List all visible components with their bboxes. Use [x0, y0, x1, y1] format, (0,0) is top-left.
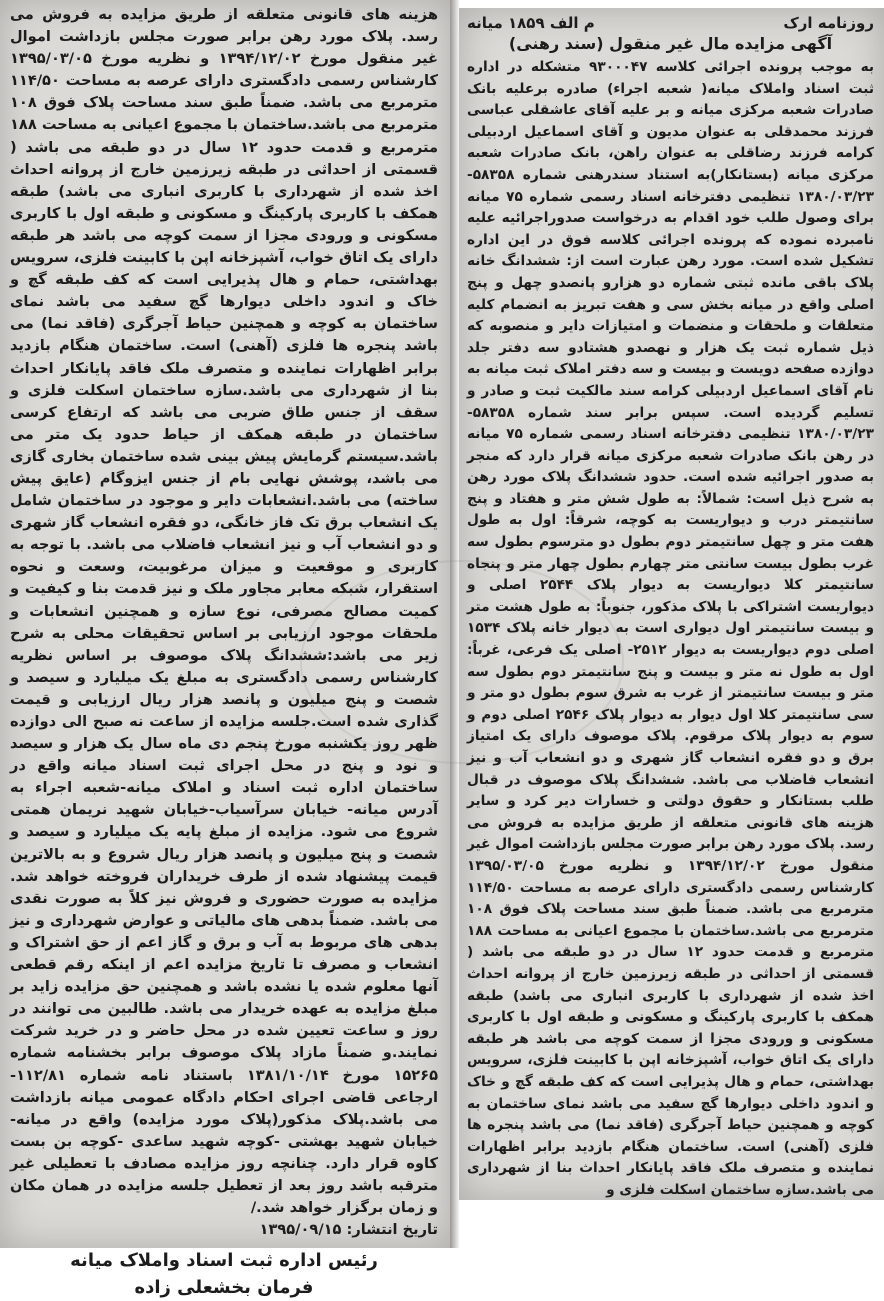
signature-title: رئیس اداره ثبت اسناد واملاک میانه — [70, 1250, 378, 1272]
signature-block — [10, 1247, 438, 1301]
auction-notice-body: به موجب پرونده اجرائی کلاسه ۹۳۰۰۰۴۷ متشکله در اداره ثبت اسناد واملاک میانه( شعبه اجراء) صادره برعلیه بانک صادرات شعبه مرکزی میانه و بر علیه آقای عاشقلی عباسی فرزند محمدقلی به عنوان مدیون و آقای اسماعیل اردبیلی کرامه فرزند رضاقلی به عنوان راهن، بانک صادرات شعبه مرکزی میانه (بستانکار)به استناد سندرهنی شماره ۵۸۳۵۸- ۱۳۸۰/۰۳/۲۳ تنظیمی دفترخانه اسناد رسمی شماره ۷۵ میانه برای وصول طلب خود اقدام به درخواست صدوراجرائیه علیه نامبرده نموده که پرونده اجرائی کلاسه فوق در این اداره تشکیل شده است. مورد رهن عبارت است از: ششدانگ خانه پلاک باقی مانده ثبتی شماره دو هزارو پانصدو چهل و پنج اصلی واقع در میانه بخش سی و هفت تبریز به انضمام کلیه متعلقات و ملحقات و منضمات و امتیازات دایر و منصوبه که ذیل شماره ثبت یک هزار و نهصدو هشتادو سه دفتر جلد دوازده صفحه دویست و بیست و سه دفتر املاک ثبت میانه به نام آقای اسماعیل اردبیلی کرامه سند مالکیت ثبت و صادر و تسلیم گردیده است. سپس برابر سند شماره ۵۸۳۵۸- ۱۳۸۰/۰۳/۲۳ تنظیمی دفترخانه اسناد رسمی شماره ۷۵ میانه در رهن بانک صادرات شعبه مرکزی میانه قرار دارد که منجر به صدور اجرائیه شده است. حدود ششدانگ پلاک مورد رهن به شرح ذیل است: شمالاً: به طول شش متر و هفتاد و پنج سانتیمتر درب و دیواریست به کوچه، شرقاً: اول به طول هفت متر و چهل سانتیمتر دوم بطول دو مترسوم بطول سه غرب بطول بیست سانتی متر چهارم بطول چهار متر و پنجاه سانتیمتر کلا دیواریست به دیوار پلاک ۲۵۴۴ اصلی و دیواریست اشتراکی با پلاک مذکور، جنوباً: به طول هشت متر و بیست سانتیمتر اول دیواری است به دیوار خانه پلاک ۱۵۳۴ اصلی دوم دیواریست به دیوار ۲۵۱۲- اصلی یک فرعی، غرباً: اول به طول نه متر و بیست و پنج سانتیمتر دوم بطول سه متر و بیست سانتیمتر از غرب به شرق سوم بطول دو متر و سی سانتیمتر کلا اول دیوار به دیوار پلاک ۲۵۴۶ اصلی دوم و سوم به دیوار پلاک مرقوم. پلاک موصوف دارای یک امتیاز برق و دو فقره انشعاب گاز شهری و دو انشعاب آب و نیز انشعاب فاضلاب می باشد. ششدانگ پلاک موصوف در قبال طلب بستانکار و حقوق دولتی و خسارات دیر کرد و سایر هزینه های قانونی متعلقه از طریق مزایده به فروش می رسد. پلاک مورد رهن برابر صورت مجلس بازداشت اموال غیر منقول مورخ ۱۳۹۴/۱۲/۰۲ و نظریه مورخ ۱۳۹۵/۰۳/۰۵ کارشناس رسمی دادگستری دارای عرصه به مساحت ۱۱۴/۵۰ مترمربع می باشد. ضمناً طبق سند مساحت پلاک فوق ۱۰۸ مترمربع می باشد.ساختمان با مجموع اعیانی به مساحت ۱۸۸ مترمربع و قدمت حدود ۱۲ سال در دو طبقه می باشد ( قسمتی از احداثی در طبقه زیرزمین خارج از پروانه احداث اخذ شده از شهرداری با کاربری انباری می باشد) طبقه همکف با کاربری پارکینگ و مسکونی و طبقه اول با کاربری مسکونی و ورودی مجزا از سمت کوچه می باشد هر طبقه دارای یک اتاق خواب، آشپزخانه اپن با کابینت فلزی، سرویس بهداشتی، حمام و هال پذیرایی است که کف طبقه گچ و خاک و اندود داخلی دیوارها گچ سفید می باشد نمای ساختمان به کوچه و همچنین حیاط آجرگری (فاقد نما) می باشد پنجره ها فلزی (آهنی) است. ساختمان هنگام بازدید برابر اظهارات نماینده و متصرف ملک فاقد پایانکار احداث بنا از شهرداری می باشد.سازه ساختمان اسکلت فلزی و — [467, 59, 875, 1198]
page-fold-shadow — [450, 0, 459, 1248]
notice-code: م الف ۱۸۵۹ میانه — [467, 14, 595, 32]
newspaper-name: روزنامه ارک — [783, 14, 874, 32]
publish-date: تاریخ انتشار: ۱۳۹۵/۰۹/۱۵ — [259, 1221, 438, 1239]
masthead — [467, 14, 874, 32]
auction-notice-continuation: هزینه های قانونی متعلقه از طریق مزایده به فروش می رسد. پلاک مورد رهن برابر صورت مجلس بازداشت اموال غیر منقول مورخ ۱۳۹۴/۱۲/۰۲ و نظریه مورخ ۱۳۹۵/۰۳/۰۵ کارشناس رسمی دادگستری دارای عرصه به مساحت ۱۱۴/۵۰ مترمربع می باشد. ضمناً طبق سند مساحت پلاک فوق ۱۰۸ مترمربع می باشد.ساختمان با مجموع اعیانی به مساحت ۱۸۸ مترمربع و قدمت حدود ۱۲ سال در دو طبقه می باشد ( قسمتی از احداثی در طبقه زیرزمین خارج از پروانه احداث اخذ شده از شهرداری با کاربری انباری می باشد) طبقه همکف با کاربری پارکینگ و مسکونی و طبقه اول با کاربری مسکونی و ورودی مجزا از سمت کوچه می باشد هر طبقه دارای یک اتاق خواب، آشپزخانه اپن با کابینت فلزی، سرویس بهداشتی، حمام و هال پذیرایی است که کف طبقه گچ و خاک و اندود داخلی دیوارها گچ سفید می باشد نمای ساختمان به کوچه و همچنین حیاط آجرگری (فاقد نما) می باشد پنجره ها فلزی (آهنی) است. ساختمان هنگام بازدید برابر اظهارات نماینده و متصرف ملک فاقد پایانکار احداث بنا از شهرداری می باشد.سازه ساختمان اسکلت فلزی و سقف از جنس طاق ضربی می باشد که ارتفاع کرسی ساختمان در طبقه همکف از حیاط حدود یک متر می باشد.سیستم گرمایش پیش بینی شده ساختمان بخاری گازی می باشد، پوشش نهایی بام از جنس ایزوگام (عایق پیش ساخته) می باشد.انشعابات دایر و موجود در ساختمان شامل یک انشعاب برق تک فاز خانگی، دو فقره انشعاب گاز شهری و دو انشعاب آب و نیز انشعاب فاضلاب می باشد. با توجه به کاربری و موقعیت و میزان مرغوبیت، وسعت و نحوه استقرار، شبکه معابر مجاور ملک و نیز قدمت بنا و کیفیت و کمیت مصالح مصرفی، نوع سازه و همچنین انشعابات و ملحقات موجود ارزیابی بر اساس تحقیقات محلی به شرح زیر می باشد:ششدانگ پلاک موصوف بر اساس نظریه کارشناس رسمی دادگستری به مبلغ یک میلیارد و سیصد و شصت و پنج میلیون و پانصد هزار ریال ارزیابی و قیمت گذاری شده است.جلسه مزایده از ساعت نه صبح الی دوازده ظهر روز یکشنبه مورخ پنجم دی ماه سال یک هزار و سیصد و نود و پنج در محل اجرای ثبت اسناد میانه واقع در ساختمان اداره ثبت اسناد و املاک میانه-شعبه اجراء به آدرس میانه- خیابان سرآسیاب-خیابان شهید نریمان همتی شروع می شود. مزایده از مبلغ پایه یک میلیارد و سیصد و شصت و پنج میلیون و پانصد هزار ریال شروع و به بالاترین قیمت پیشنهاد شده از طرف خریداران فروخته خواهد شد. مزایده به صورت حضوری و فروش نیز کلاً به صورت نقدی می باشد. ضمناً بدهی های مالیاتی و عوارض شهرداری و نیز بدهی های مربوط به آب و برق و گاز اعم از حق اشتراک و انشعاب و مصرف تا تاریخ مزایده اعم از اینکه رقم قطعی آنها معلوم شده یا نشده باشد و همچنین حق مزایده زاید بر مبلغ مزایده به عهده خریدار می باشد. طالبین می توانند در روز و ساعت تعیین شده در محل حاضر و در خرید شرکت نمایند.و ضمناً مازاد پلاک موصوف برابر بخشنامه شماره ۱۵۲۶۵ مورخ ۱۳۸۱/۱۰/۱۴ باستناد نامه شماره ۱۱۲/۸۱-ارجاعی قاضی اجرای احکام دادگاه عمومی میانه بازداشت می باشد.پلاک مذکور(پلاک مورد مزایده) واقع در میانه-خیابان شهید بهشتی -کوچه شهید ساعدی -کوچه بن بست کاوه قرار دارد. چنانچه روز مزایده مصادف با تعطیلی غیر مترقبه باشد روز بعد از تعطیل جلسه مزایده در همان مکان و زمان برگزار خواهد شد./ — [10, 6, 438, 1217]
notice-headline: آگهی مزایده مال غیر منقول (سند رهنی) — [508, 34, 833, 53]
right-newspaper-column — [459, 8, 884, 1200]
signature-name: فرمان بخشعلی زاده — [134, 1277, 314, 1299]
